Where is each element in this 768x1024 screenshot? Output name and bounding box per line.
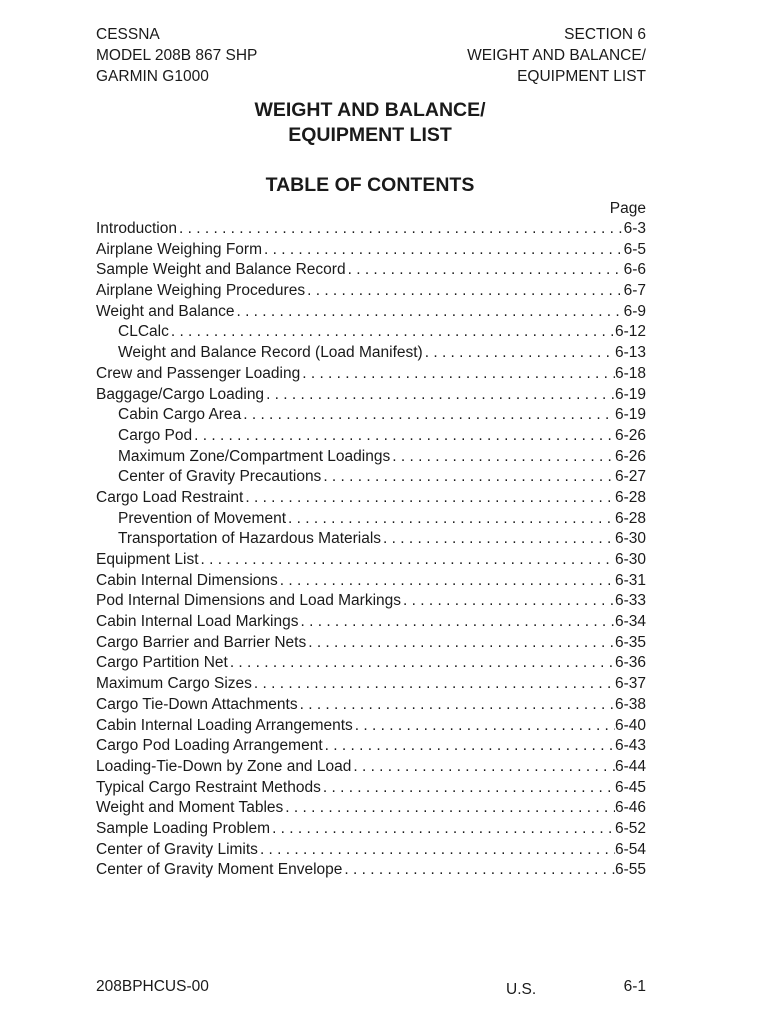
toc-entry[interactable] [96, 240, 646, 261]
toc-entry[interactable] [96, 757, 646, 778]
section-title-line1: WEIGHT AND BALANCE/ [254, 99, 486, 121]
toc-entry-page: 6-3 [623, 220, 646, 237]
toc-entry-page: 6-54 [614, 840, 646, 858]
toc-entry-label: Prevention of Movement [118, 509, 287, 527]
toc-entry-page: 6-37 [614, 675, 646, 693]
toc-entry-label: Cargo Barrier and Barrier Nets [96, 633, 307, 651]
toc-entry-page: 6-46 [614, 799, 646, 817]
toc-entry-label: Baggage/Cargo Loading [96, 385, 265, 403]
toc-entry-label: Cabin Cargo Area [118, 406, 242, 424]
toc-entry-label: Cargo Partition Net [96, 654, 228, 672]
toc-entry-page: 6-52 [614, 819, 646, 837]
toc-entry-page: 6-35 [614, 633, 646, 651]
toc-entry-label: Center of Gravity Limits [96, 840, 258, 858]
toc-entry[interactable] [96, 322, 646, 343]
toc-entry[interactable] [96, 819, 646, 840]
toc-dot-leader [306, 633, 615, 654]
toc-entry[interactable] [96, 653, 646, 674]
running-header-left [96, 24, 257, 87]
toc-entry[interactable] [96, 529, 646, 550]
toc-entry-page: 6-34 [614, 613, 646, 631]
toc-entry[interactable] [96, 302, 646, 323]
toc-entry-page: 6-7 [623, 282, 646, 300]
toc-entry-page: 6-27 [614, 468, 646, 486]
toc-entry[interactable] [96, 467, 646, 488]
toc-dot-leader [228, 653, 615, 674]
toc-dot-leader [258, 840, 615, 861]
toc-dot-leader [353, 716, 615, 737]
toc-dot-leader [278, 571, 615, 592]
toc-entry[interactable] [96, 281, 646, 302]
toc-entry[interactable] [96, 840, 646, 861]
toc-entry-page: 6-26 [614, 426, 646, 444]
toc-entry-label: Cargo Pod Loading Arrangement [96, 737, 323, 755]
toc-entry-page: 6-31 [614, 571, 646, 589]
toc-dot-leader [305, 281, 624, 302]
toc-entry-label: Maximum Zone/Compartment Loadings [118, 447, 391, 465]
toc-entry-label: Introduction [96, 220, 177, 237]
toc-entry-label: Airplane Weighing Procedures [96, 282, 306, 300]
toc-dot-leader [321, 467, 615, 488]
toc-entry-page: 6-12 [614, 323, 646, 341]
toc-dot-leader [390, 447, 615, 468]
footer-region: U.S. [506, 981, 537, 998]
toc-entry-label: CLCalc [118, 323, 169, 341]
toc-dot-leader [264, 385, 615, 406]
header-section-number: SECTION 6 [564, 26, 646, 43]
toc-dot-leader [401, 591, 615, 612]
toc-page-column-label: Page [609, 200, 646, 217]
toc-entry[interactable] [96, 343, 646, 364]
toc-entry[interactable] [96, 695, 646, 716]
toc-dot-leader [241, 405, 615, 426]
header-manufacturer: CESSNA [96, 26, 160, 43]
toc-list [96, 219, 646, 881]
toc-dot-leader [169, 322, 615, 343]
toc-entry-label: Pod Internal Dimensions and Load Markings [96, 592, 402, 610]
running-header-right [467, 24, 646, 87]
toc-entry-label: Cabin Internal Load Markings [96, 613, 299, 631]
toc-entry-page: 6-30 [614, 530, 646, 548]
toc-entry-label: Sample Weight and Balance Record [96, 261, 346, 279]
toc-entry-page: 6-28 [614, 509, 646, 527]
footer-page-number: 6-1 [623, 978, 646, 995]
toc-entry-label: Center of Gravity Moment Envelope [96, 861, 343, 879]
toc-entry-page: 6-45 [614, 778, 646, 796]
toc-entry[interactable] [96, 778, 646, 799]
toc-entry-label: Center of Gravity Precautions [118, 468, 322, 486]
toc-entry-page: 6-19 [614, 406, 646, 424]
toc-entry[interactable] [96, 364, 646, 385]
toc-entry-page: 6-5 [623, 240, 646, 258]
toc-entry-label: Loading-Tie-Down by Zone and Load [96, 757, 352, 775]
toc-entry-page: 6-13 [614, 344, 646, 362]
toc-entry-page: 6-44 [614, 757, 646, 775]
toc-dot-leader [298, 612, 614, 633]
toc-dot-leader [283, 798, 615, 819]
toc-entry[interactable] [96, 550, 646, 571]
toc-entry-page: 6-6 [623, 261, 646, 279]
toc-dot-leader [298, 695, 615, 716]
toc-dot-leader [252, 674, 615, 695]
toc-entry[interactable] [96, 591, 646, 612]
toc-entry-page: 6-18 [614, 364, 646, 382]
toc-dot-leader [346, 260, 624, 281]
toc-entry[interactable] [96, 447, 646, 468]
toc-entry[interactable] [96, 736, 646, 757]
toc-entry-page: 6-33 [614, 592, 646, 610]
toc-entry[interactable] [96, 426, 646, 447]
toc-entry-page: 6-36 [614, 654, 646, 672]
toc-entry-page: 6-30 [614, 551, 646, 568]
toc-entry-page: 6-26 [614, 447, 646, 465]
toc-entry[interactable] [96, 260, 646, 281]
toc-entry-label: Cabin Internal Dimensions [96, 571, 278, 589]
toc-entry-label: Weight and Moment Tables [96, 799, 284, 817]
toc-entry-label: Transportation of Hazardous Materials [118, 530, 382, 548]
toc-entry[interactable] [96, 798, 646, 819]
toc-entry[interactable] [96, 716, 646, 737]
toc-entry-label: Airplane Weighing Form [96, 240, 262, 258]
toc-dot-leader [192, 426, 615, 447]
toc-dot-leader [300, 364, 615, 385]
toc-dot-leader [262, 240, 624, 261]
toc-dot-leader [270, 819, 615, 840]
toc-dot-leader [234, 302, 623, 323]
toc-entry-label: Cargo Tie-Down Attachments [96, 695, 298, 713]
toc-entry[interactable] [96, 488, 646, 509]
toc-dot-leader [321, 778, 615, 799]
toc-dot-leader [351, 757, 615, 778]
toc-heading: TABLE OF CONTENTS [265, 174, 475, 196]
footer-document-number: 208BPHCUS-00 [96, 978, 209, 995]
toc-dot-leader [199, 550, 615, 571]
toc-entry-label: Cargo Pod [118, 426, 193, 444]
toc-entry[interactable] [96, 860, 646, 881]
toc-entry[interactable] [96, 674, 646, 695]
toc-entry-page: 6-19 [614, 385, 646, 403]
toc-entry-label: Cabin Internal Loading Arrangements [96, 716, 353, 734]
header-section-title-line1: WEIGHT AND BALANCE/ [467, 47, 646, 64]
toc-entry[interactable] [96, 612, 646, 633]
toc-dot-leader [177, 219, 624, 240]
header-model: MODEL 208B 867 SHP [96, 47, 258, 64]
toc-dot-leader [286, 509, 615, 530]
header-section-title-line2: EQUIPMENT LIST [517, 68, 646, 85]
toc-entry-label: Weight and Balance Record (Load Manifest) [118, 344, 423, 362]
toc-dot-leader [323, 736, 615, 757]
toc-entry-page: 6-40 [614, 716, 646, 734]
toc-entry-page: 6-38 [614, 695, 646, 713]
toc-entry-label: Weight and Balance [96, 302, 235, 320]
toc-dot-leader [243, 488, 615, 509]
toc-entry[interactable] [96, 219, 646, 240]
toc-dot-leader [342, 860, 615, 881]
toc-entry-label: Typical Cargo Restraint Methods [96, 778, 321, 796]
toc-entry-page: 6-55 [614, 861, 646, 879]
toc-entry-page: 6-43 [614, 737, 646, 755]
toc-entry-page: 6-28 [614, 488, 646, 506]
header-avionics: GARMIN G1000 [96, 68, 209, 85]
toc-entry-page: 6-9 [623, 302, 646, 320]
toc-entry-label: Equipment List [96, 551, 199, 568]
toc-dot-leader [381, 529, 615, 550]
toc-dot-leader [423, 343, 615, 364]
toc-entry-label: Maximum Cargo Sizes [96, 675, 252, 693]
toc-entry[interactable] [96, 509, 646, 530]
toc-entry-label: Crew and Passenger Loading [96, 364, 301, 382]
toc-entry[interactable] [96, 385, 646, 406]
toc-entry-label: Cargo Load Restraint [96, 488, 244, 506]
toc-entry[interactable] [96, 633, 646, 654]
toc-entry[interactable] [96, 405, 646, 426]
toc-entry[interactable] [96, 571, 646, 592]
toc-entry-label: Sample Loading Problem [96, 819, 271, 837]
section-title [0, 98, 740, 148]
section-title-line2: EQUIPMENT LIST [288, 124, 452, 146]
